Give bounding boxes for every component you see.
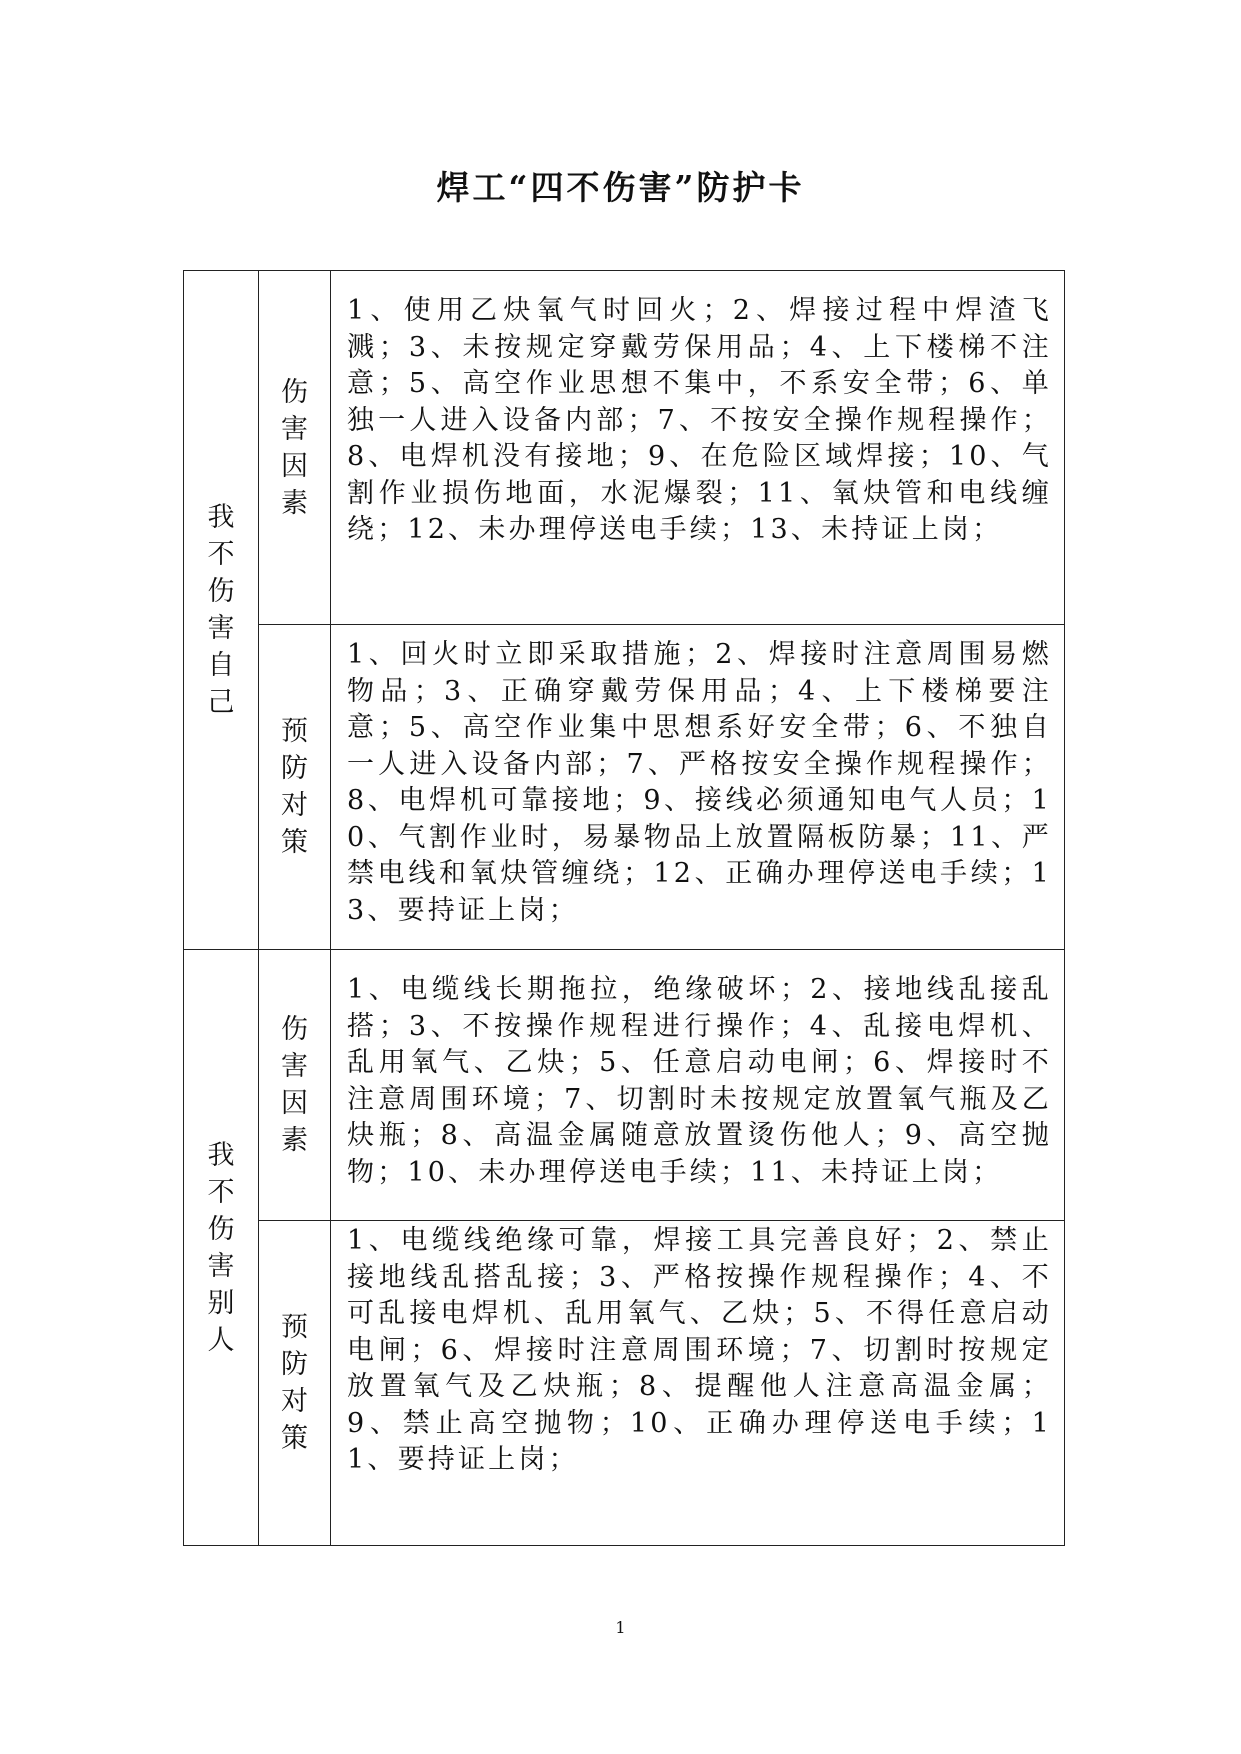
protection-card-table — [183, 270, 1065, 1546]
kind-cell — [259, 271, 331, 625]
hazard-factors-self-text: 1、使用乙炔氧气时回火；2、焊接过程中焊渣飞溅；3、未按规定穿戴劳保用品；4、上下楼梯不注意；5、高空作业思想不集中，不系安全带；6、单独一人进入设备内部；7、不按安全操作规程操作；8、电焊机没有接地；9、在危险区域焊接；10、气割作业损伤地面，水泥爆裂；11、氧炔管和电线缠绕；12、未办理停送电手续；13、未持证上岗； — [347, 295, 1052, 545]
page-title: 焊工“四不伤害”防护卡 — [436, 168, 805, 207]
table-row — [184, 625, 1065, 950]
kind-label-hazard-factors: 伤害因素 — [280, 1014, 308, 1156]
table-row — [184, 950, 1065, 1221]
group-cell-others — [184, 950, 259, 1546]
content-cell — [331, 1221, 1065, 1546]
table-row — [184, 271, 1065, 625]
kind-cell — [259, 950, 331, 1221]
group-label-self: 我不伤害自己 — [207, 502, 235, 718]
group-label-others: 我不伤害别人 — [207, 1139, 235, 1356]
hazard-factors-others-text: 1、电缆线长期拖拉，绝缘破坏；2、接地线乱接乱搭；3、不按操作规程进行操作；4、乱接电焊机、乱用氧气、乙炔；5、任意启动电闸；6、焊接时不注意周围环境；7、切割时未按规定放置氧气瓶及乙炔瓶；8、高温金属随意放置烫伤他人；9、高空抛物；10、未办理停送电手续；11、未持证上岗； — [347, 974, 1052, 1188]
content-cell — [331, 950, 1065, 1221]
table-row — [184, 1221, 1065, 1546]
page-number: 1 — [615, 1618, 626, 1637]
group-cell-self — [184, 271, 259, 950]
kind-label-hazard-factors: 伤害因素 — [280, 376, 308, 519]
content-cell — [331, 271, 1065, 625]
content-cell — [331, 625, 1065, 950]
kind-label-countermeasures: 预防对策 — [280, 716, 308, 858]
kind-label-countermeasures: 预防对策 — [280, 1312, 308, 1454]
kind-cell — [259, 625, 331, 950]
countermeasures-others-text: 1、电缆线绝缘可靠，焊接工具完善良好；2、禁止接地线乱搭乱接；3、严格按操作规程操作；4、不可乱接电焊机、乱用氧气、乙炔；5、不得任意启动电闸；6、焊接时注意周围环境；7、切割时按规定放置氧气及乙炔瓶；8、提醒他人注意高温金属；9、禁止高空抛物；10、正确办理停送电手续；11、要持证上岗； — [347, 1225, 1052, 1475]
countermeasures-self-text: 1、回火时立即采取措施；2、焊接时注意周围易燃物品；3、正确穿戴劳保用品；4、上下楼梯要注意；5、高空作业集中思想系好安全带；6、不独自一人进入设备内部；7、严格按安全操作规程操作；8、电焊机可靠接地；9、接线必须通知电气人员；10、气割作业时，易暴物品上放置隔板防暴；11、严禁电线和氧炔管缠绕；12、正确办理停送电手续；13、要持证上岗； — [347, 639, 1052, 926]
kind-cell — [259, 1221, 331, 1546]
